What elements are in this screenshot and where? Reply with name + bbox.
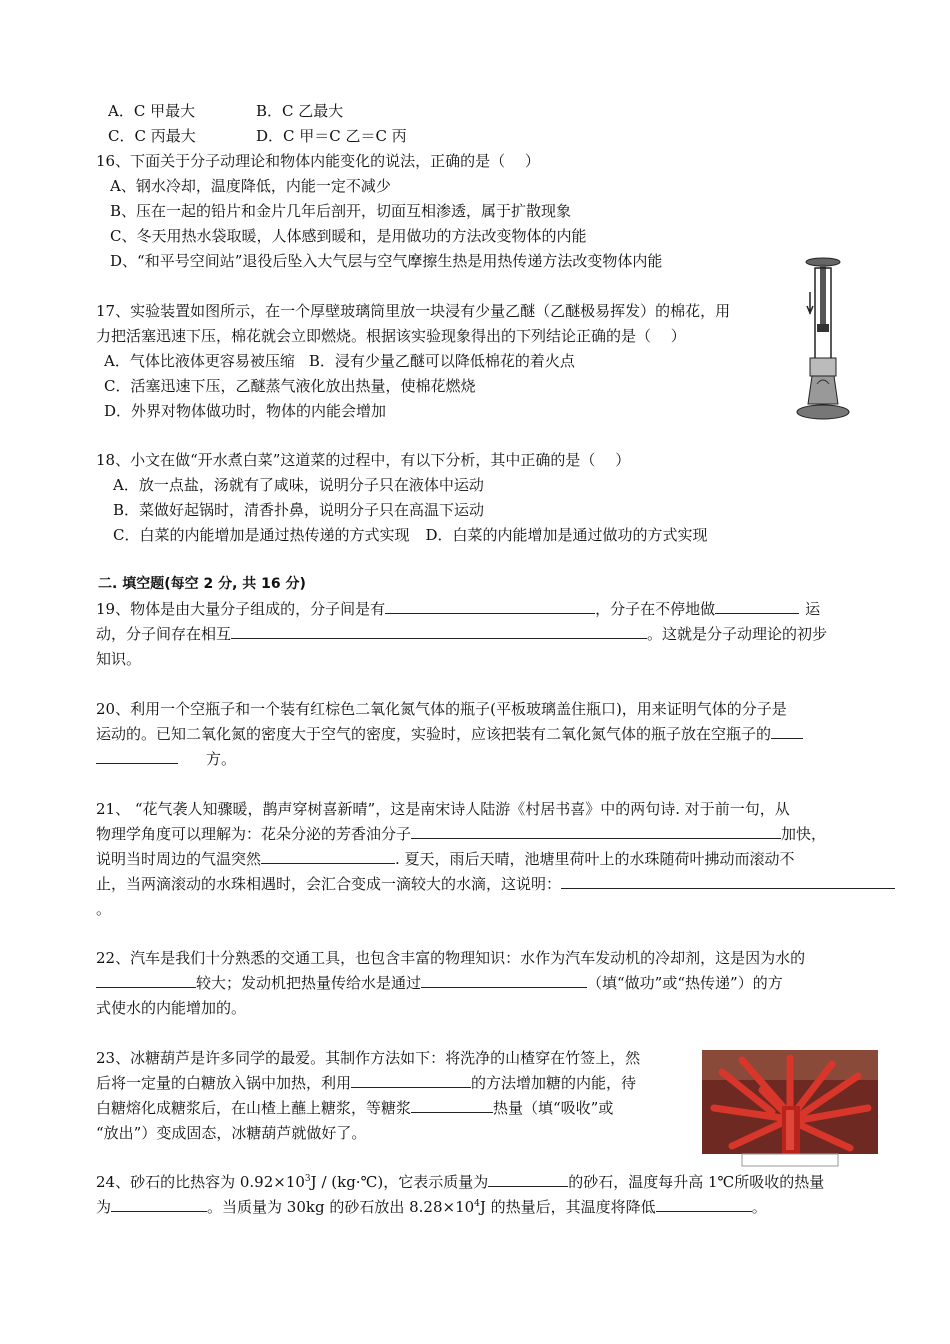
- q21-line-5: 。: [96, 900, 112, 918]
- q23-blank-2[interactable]: [411, 1097, 493, 1113]
- q22-blank-2[interactable]: [421, 972, 587, 988]
- q23-text-3a: 白糖熔化成糖浆后，在山楂上蘸上糖浆，等糖浆: [96, 1099, 412, 1117]
- q24-text-2b: 。当质量为 30kg 的砂石放出 8.28×10: [207, 1198, 475, 1216]
- q23-line-1: 23、冰糖葫芦是许多同学的最爱。其制作方法如下：将洗净的山楂穿在竹签上，然: [96, 1049, 641, 1067]
- q18-option-b: B．菜做好起锅时，清香扑鼻，说明分子只在高温下运动: [113, 501, 485, 519]
- q17-option-b: B．浸有少量乙醚可以降低棉花的着火点: [308, 352, 575, 370]
- q21-text-2a: 物理学角度可以理解为：花朵分泌的芳香油分子: [96, 825, 412, 843]
- q20-line-1: 20、利用一个空瓶子和一个装有红棕色二氧化氮气体的瓶子(平板玻璃盖住瓶口)，用来证明气体的分子是: [96, 700, 787, 718]
- q20-blank-1-part-1[interactable]: [771, 723, 803, 739]
- q19-text-4: 动，分子间存在相互: [96, 625, 232, 643]
- q24-line-1: [96, 1171, 824, 1193]
- q21-blank-1[interactable]: [411, 823, 781, 839]
- section-2-heading: 二. 填空题(每空 2 分, 共 16 分): [98, 576, 306, 592]
- q24-blank-3[interactable]: [656, 1196, 752, 1212]
- q16-option-d: D、“和平号空间站”退役后坠入大气层与空气摩擦生热是用热传递方法改变物体内能: [110, 252, 663, 270]
- q23-blank-1[interactable]: [351, 1072, 471, 1088]
- q24-text-2c: J 的热量后，其温度将降低: [479, 1198, 656, 1216]
- q15-option-b: B．C 乙最大: [256, 102, 344, 120]
- q22-text-2b: （填“做功”或“热传递”）的方: [587, 974, 783, 992]
- q18-option-a: A．放一点盐，汤就有了咸味，说明分子只在液体中运动: [113, 476, 484, 494]
- q15-option-row-2: [108, 125, 407, 147]
- q24-text-1c: 的砂石，温度每升高 1℃所吸收的热量: [568, 1173, 825, 1191]
- q21-line-3: [96, 848, 795, 870]
- q23-text-2a: 后将一定量的白糖放入锅中加热，利用: [96, 1074, 352, 1092]
- q21-blank-2[interactable]: [261, 848, 395, 864]
- q19-blank-1[interactable]: [385, 598, 595, 614]
- q22-line-3: 式使水的内能增加的。: [96, 999, 247, 1017]
- q15-option-c: C．C 丙最大: [108, 127, 196, 145]
- q18-option-d: D．白菜的内能增加是通过做功的方式实现: [425, 526, 708, 544]
- q24-text-2a: 为: [96, 1198, 112, 1216]
- q19-blank-2[interactable]: [715, 598, 799, 614]
- q18-stem: 18、小文在做“开水煮白菜”这道菜的过程中，有以下分析，其中正确的是（ ）: [96, 451, 631, 469]
- q21-text-3a: 说明当时周边的气温突然: [96, 850, 262, 868]
- q17-option-c: C．活塞迅速下压，乙醚蒸气液化放出热量，使棉花燃烧: [104, 377, 476, 395]
- q15-option-row-1: [108, 100, 343, 122]
- q24-text-1b: J / (kg·℃)，它表示质量为: [310, 1173, 489, 1191]
- q23-text-2b: 的方法增加糖的内能，待: [471, 1074, 637, 1092]
- q19-text-1: 19、物体是由大量分子组成的，分子间是有: [96, 600, 386, 618]
- q16-stem: 16、下面关于分子动理论和物体内能变化的说法，正确的是（ ）: [96, 152, 540, 170]
- q20-blank-1-part-2[interactable]: [96, 748, 178, 764]
- q21-blank-3[interactable]: [561, 873, 895, 889]
- q22-line-1: 22、汽车是我们十分熟悉的交通工具，也包含丰富的物理知识：水作为汽车发动机的冷却剂，这是因为水的: [96, 949, 806, 967]
- q21-line-4: [96, 873, 895, 895]
- q20-text-2: 运动的。已知二氧化氮的密度大于空气的密度，实验时，应该把装有二氧化氮气体的瓶子放在空瓶子的: [96, 725, 772, 743]
- q19-line-1: [96, 598, 820, 620]
- q20-line-3: [96, 748, 236, 770]
- q17-stem-line-2: 力把活塞迅速下压，棉花就会立即燃烧。根据该实验现象得出的下列结论正确的是（ ）: [96, 327, 686, 345]
- q21-text-3b: . 夏天，雨后天晴，池塘里荷叶上的水珠随荷叶拂动而滚动不: [395, 850, 795, 868]
- q18-option-c: C．白菜的内能增加是通过热传递的方式实现: [113, 526, 410, 544]
- q21-text-2b: 加快，: [781, 825, 827, 843]
- q23-line-2: [96, 1072, 636, 1094]
- q23-text-3b: 热量（填“吸收”或: [493, 1099, 614, 1117]
- q15-option-d: D．C 甲＝C 乙＝C 丙: [256, 127, 407, 145]
- q18-option-row-cd: [113, 524, 708, 546]
- q19-text-3: 运: [805, 600, 821, 618]
- q24-exponent-1: 3: [304, 1174, 311, 1184]
- q17-option-row-1: [104, 350, 575, 372]
- q15-option-a: A．C 甲最大: [108, 102, 196, 120]
- q24-blank-2[interactable]: [111, 1196, 207, 1212]
- q24-line-2: [96, 1196, 767, 1218]
- q22-blank-1[interactable]: [96, 972, 196, 988]
- q20-text-3: 方。: [206, 750, 237, 768]
- q19-text-5: 。这就是分子动理论的初步: [647, 625, 828, 643]
- q19-line-2: [96, 623, 827, 645]
- q17-option-a: A．气体比液体更容易被压缩: [104, 352, 295, 370]
- q17-option-d: D．外界对物体做功时，物体的内能会增加: [104, 402, 387, 420]
- q19-blank-3[interactable]: [231, 623, 647, 639]
- q24-text-1a: 24、砂石的比热容为 0.92×10: [96, 1173, 305, 1191]
- candied-haws-photo: [702, 1050, 878, 1168]
- q17-stem-line-1: 17、实验装置如图所示，在一个厚壁玻璃筒里放一块浸有少量乙醚（乙醚极易挥发）的棉花，用: [96, 302, 731, 320]
- q22-text-2a: 较大；发动机把热量传给水是通过: [196, 974, 422, 992]
- q16-option-c: C、冬天用热水袋取暖，人体感到暖和，是用做功的方法改变物体的内能: [110, 227, 587, 245]
- q23-line-4: “放出”）变成固态，冰糖葫芦就做好了。: [96, 1124, 367, 1142]
- q24-exponent-2: 4: [474, 1199, 480, 1209]
- q21-line-2: [96, 823, 826, 845]
- q24-blank-1[interactable]: [488, 1171, 568, 1187]
- q16-option-a: A、钢水冷却，温度降低，内能一定不减少: [110, 177, 391, 195]
- q22-line-2: [96, 972, 783, 994]
- q23-line-3: [96, 1097, 613, 1119]
- q16-option-b: B、压在一起的铅片和金片几年后剖开，切面互相渗透，属于扩散现象: [110, 202, 572, 220]
- q24-text-2d: 。: [751, 1198, 767, 1216]
- q19-line-3: 知识。: [96, 650, 142, 668]
- q21-text-4: 止，当两滴滚动的水珠相遇时，会汇合变成一滴较大的水滴，这说明：: [96, 875, 562, 893]
- glass-cylinder-apparatus-figure: [790, 254, 852, 422]
- q19-text-2: ，分子在不停地做: [595, 600, 716, 618]
- q21-line-1: 21、 “花气袭人知骤暖，鹊声穿树喜新晴”，这是南宋诗人陆游《村居书喜》中的两句诗. 对于前一句，从: [96, 800, 790, 818]
- q20-line-2: [96, 723, 803, 745]
